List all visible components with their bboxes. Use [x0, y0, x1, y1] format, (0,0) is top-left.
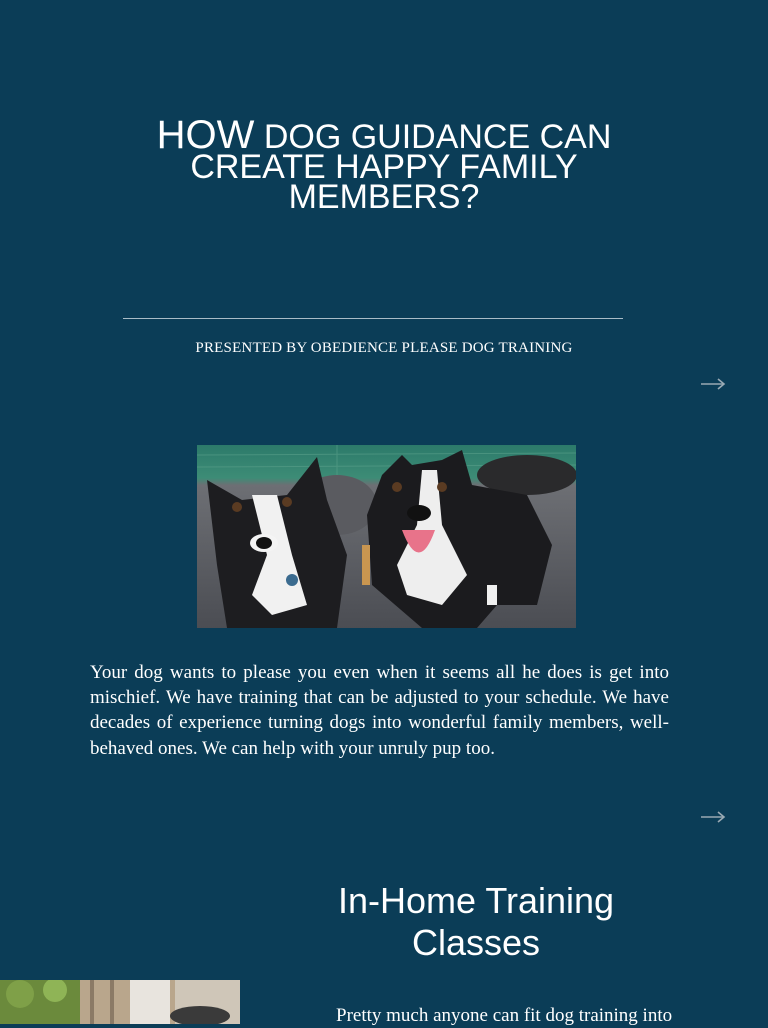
training-photo [0, 980, 240, 1024]
section-paragraph: Pretty much anyone can fit dog training into [336, 1005, 673, 1026]
title-rest: DOG GUIDANCE CAN CREATE HAPPY FAMILY MEMBERS? [190, 118, 612, 216]
intro-paragraph: Your dog wants to please you even when it seems all he does is get into mischief. We have training that can be adjusted to your schedule. We have decades of experience turning dogs into wonderful family members, well-behaved ones. We can help with your unruly pup too. [90, 662, 669, 759]
section-heading: In-Home Training Classes [337, 880, 615, 963]
right-arrow-icon[interactable] [700, 376, 730, 392]
presenter-line: PRESENTED BY OBEDIENCE PLEASE DOG TRAINING [195, 340, 573, 356]
right-arrow-icon[interactable] [700, 809, 730, 825]
title-divider [123, 318, 623, 319]
page-title [110, 113, 658, 216]
dogs-photo [197, 445, 576, 628]
title-first-word: HOW [156, 113, 255, 157]
